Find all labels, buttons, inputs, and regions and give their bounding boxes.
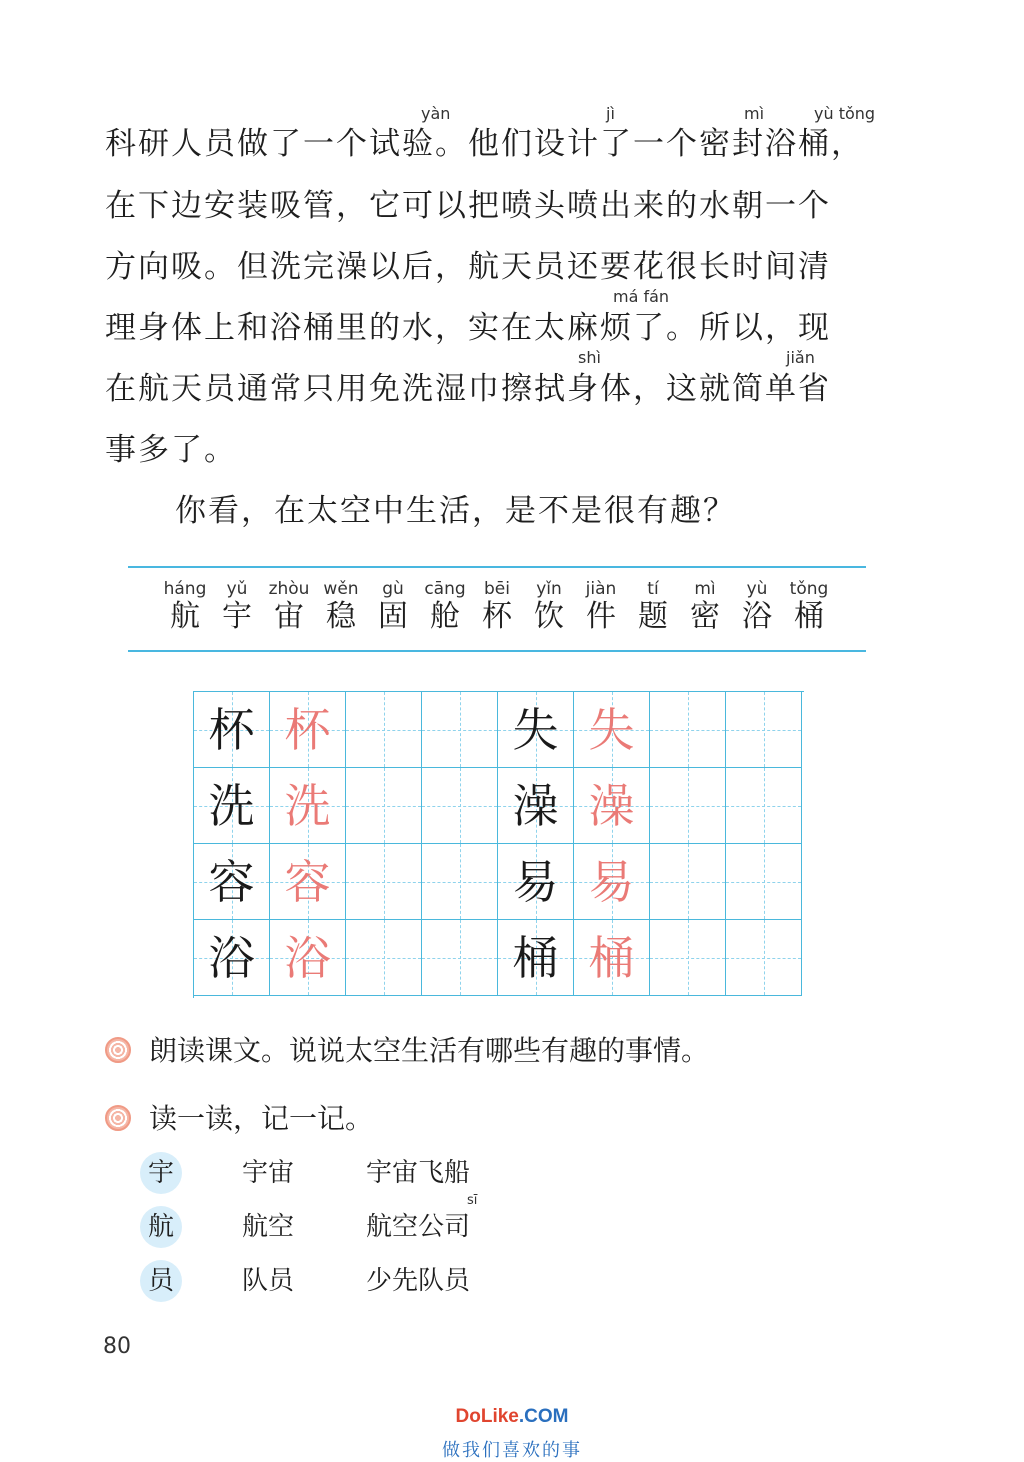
grid-char: 洗: [208, 779, 255, 833]
closing-line: 你看，在太空中生活，是不是很有趣？: [175, 493, 736, 529]
grid-cell: [650, 692, 726, 768]
vocab-item: háng 航: [163, 579, 207, 634]
word: 队员: [242, 1266, 295, 1296]
grid-char: 浴: [208, 931, 255, 985]
grid-char: 桶: [512, 931, 559, 985]
paragraph-line-5: 在航天员通常只用免洗湿巾擦拭身体，这就简单省: [105, 371, 831, 407]
paragraph-line-3: 方向吸。但洗完澡以后，航天员还要花很长时间清: [105, 249, 831, 285]
grid-cell: [422, 920, 498, 996]
grid-cell: [194, 768, 270, 844]
pinyin-mi: mì: [744, 104, 765, 123]
grid-cell: [726, 844, 802, 920]
grid-char: 容: [208, 855, 255, 909]
footer-brand[interactable]: DoLike.COM: [455, 1406, 569, 1427]
grid-cell: [422, 768, 498, 844]
vocab-item: mì 密: [690, 579, 720, 634]
vocab-top-rule: [128, 566, 866, 568]
phrase: 航空公司: [366, 1212, 471, 1242]
vocab-item: yǐn 饮: [534, 579, 564, 634]
grid-cell: [498, 844, 574, 920]
vocab-item: tǒng 桶: [789, 579, 829, 634]
grid-char-trace: 洗: [284, 779, 331, 833]
grid-char: 澡: [512, 779, 559, 833]
grid-cell: [498, 692, 574, 768]
grid-char-trace: 容: [284, 855, 331, 909]
grid-cell: [194, 920, 270, 996]
grid-cell: [726, 768, 802, 844]
vocab-item: bēi 杯: [482, 579, 512, 634]
grid-cell: [574, 844, 650, 920]
grid-cell: [650, 844, 726, 920]
pinyin-ji: jì: [606, 104, 615, 123]
exercise-spiral-icon: [105, 1105, 131, 1131]
grid-cell: [194, 844, 270, 920]
paragraph-line-6: 事多了。: [105, 432, 237, 468]
grid-cell: [270, 844, 346, 920]
grid-cell: [194, 692, 270, 768]
grid-cell: [346, 920, 422, 996]
grid-cell: [346, 768, 422, 844]
grid-char-trace: 杯: [284, 703, 331, 757]
pinyin-jian: jiǎn: [786, 348, 815, 367]
exercise-spiral-icon: [105, 1037, 131, 1063]
key-char: 航: [140, 1206, 182, 1248]
pinyin-mafan: má fán: [613, 287, 670, 306]
vocab-item: yǔ 宇: [222, 579, 252, 634]
phrase: 宇宙飞船: [366, 1158, 471, 1188]
grid-cell: [650, 768, 726, 844]
page-number: 80: [103, 1334, 131, 1359]
grid-cell: [726, 920, 802, 996]
grid-char: 杯: [208, 703, 255, 757]
grid-cell: [574, 920, 650, 996]
phrase: 少先队员: [366, 1266, 471, 1296]
grid-char: 易: [512, 855, 559, 909]
pinyin-yan: yàn: [421, 104, 451, 123]
key-char: 宇: [140, 1152, 182, 1194]
grid-char-trace: 桶: [588, 931, 635, 985]
grid-cell: [270, 692, 346, 768]
vocab-item: tí 题: [638, 579, 668, 634]
vocab-item: wěn 稳: [323, 579, 359, 634]
vocab-item: zhòu 宙: [268, 579, 310, 634]
vocab-item: cāng 舱: [424, 579, 466, 634]
key-char: 员: [140, 1260, 182, 1302]
grid-cell: [270, 920, 346, 996]
grid-char-trace: 失: [588, 703, 635, 757]
grid-cell: [650, 920, 726, 996]
grid-cell: [574, 768, 650, 844]
word: 宇宙: [242, 1158, 295, 1188]
pinyin-si: sī: [467, 1193, 478, 1208]
footer-slogan: 做我们喜欢的事: [442, 1440, 582, 1461]
vocab-bottom-rule: [128, 650, 866, 652]
pinyin-shi: shì: [578, 348, 601, 367]
paragraph-line-2: 在下边安装吸管，它可以把喷头喷出来的水朝一个: [105, 188, 831, 224]
vocab-item: gù 固: [378, 579, 408, 634]
grid-char: 失: [512, 703, 559, 757]
grid-char-trace: 澡: [588, 779, 635, 833]
vocab-item: jiàn 件: [585, 579, 617, 634]
grid-cell: [574, 692, 650, 768]
grid-char-trace: 浴: [284, 931, 331, 985]
paragraph-line-4: 理身体上和浴桶里的水，实在太麻烦了。所以，现: [105, 310, 831, 346]
grid-char-trace: 易: [588, 855, 635, 909]
grid-cell: [270, 768, 346, 844]
grid-cell: [346, 692, 422, 768]
grid-cell: [498, 768, 574, 844]
vocab-item: yù 浴: [742, 579, 772, 634]
word: 航空: [242, 1212, 295, 1242]
grid-cell: [422, 692, 498, 768]
writing-grid: [193, 691, 804, 998]
exercise-1-text: 朗读课文。说说太空生活有哪些有趣的事情。: [149, 1034, 710, 1067]
grid-cell: [498, 920, 574, 996]
grid-cell: [346, 844, 422, 920]
pinyin-yutong: yù tǒng: [814, 104, 876, 123]
grid-cell: [422, 844, 498, 920]
paragraph-line-1: 科研人员做了一个试验。他们设计了一个密封浴桶，: [105, 126, 864, 162]
grid-cell: [726, 692, 802, 768]
exercise-2-text: 读一读，记一记。: [149, 1102, 374, 1135]
